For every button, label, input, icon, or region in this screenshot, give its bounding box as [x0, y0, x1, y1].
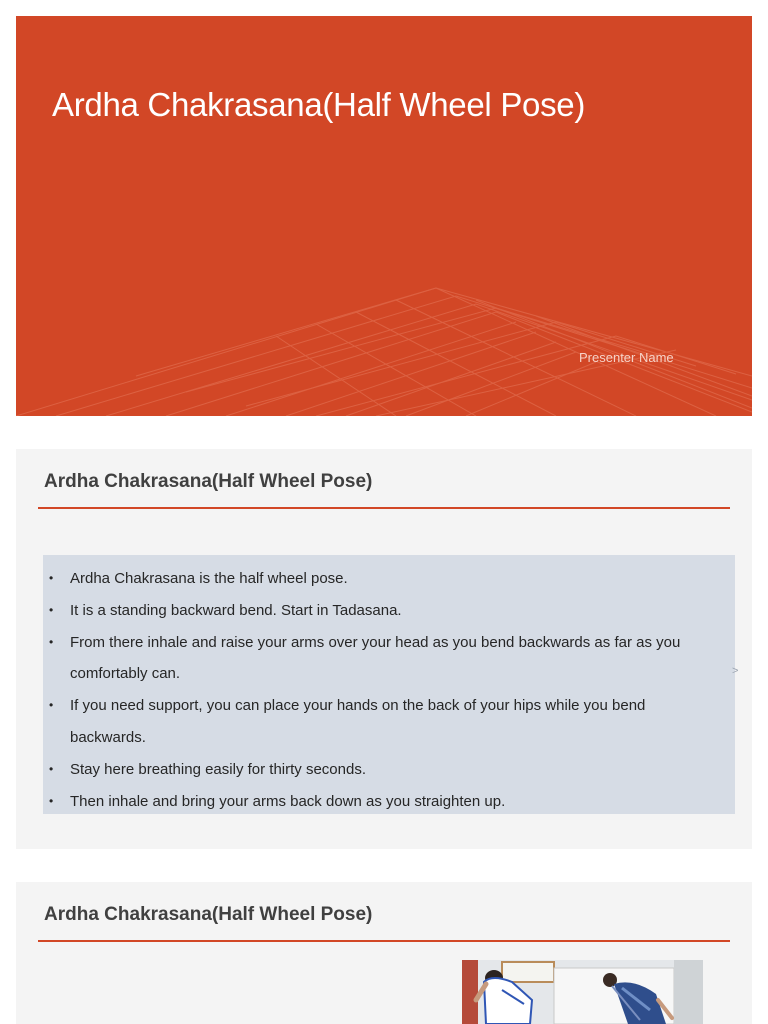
slide-heading: Ardha Chakrasana(Half Wheel Pose) [44, 904, 373, 925]
heading-divider [38, 507, 730, 509]
list-item [43, 627, 735, 691]
list-item [43, 690, 735, 754]
list-item [43, 754, 735, 786]
bullet-icon: • [49, 602, 54, 617]
bullet-icon: • [49, 634, 54, 649]
pose-photo-illustration [462, 960, 703, 1024]
bullet-icon: • [49, 793, 54, 808]
chevron-right-icon: > [732, 665, 739, 677]
list-item-text: Then inhale and bring your arms back down as you straighten up. [70, 792, 506, 810]
image-slide [16, 882, 752, 1024]
content-slide [16, 449, 752, 849]
bullet-icon: • [49, 761, 54, 776]
list-item-text: Stay here breathing easily for thirty seconds. [70, 760, 366, 778]
title-slide [16, 16, 752, 416]
list-item-text: From there inhale and raise your arms over your head as you bend backwards as far as you comfortably can. [70, 633, 681, 683]
bullet-icon: • [49, 571, 54, 585]
presenter-name: Presenter Name [579, 350, 674, 365]
list-item-text: It is a standing backward bend. Start in Tadasana. [70, 601, 402, 619]
list-item-text: Ardha Chakrasana is the half wheel pose. [70, 570, 348, 587]
bullet-text-box [43, 555, 735, 814]
bullet-list [43, 555, 735, 817]
heading-divider [38, 940, 730, 942]
list-item-text: If you need support, you can place your hands on the back of your hips while you bend backwards. [70, 697, 646, 746]
list-item [43, 786, 735, 818]
slide-heading: Ardha Chakrasana(Half Wheel Pose) [44, 471, 373, 492]
list-item [43, 563, 735, 595]
bullet-icon: • [49, 698, 54, 713]
slide-title: Ardha Chakrasana(Half Wheel Pose) [52, 86, 586, 123]
list-item [43, 595, 735, 627]
pose-photo [462, 960, 703, 1024]
